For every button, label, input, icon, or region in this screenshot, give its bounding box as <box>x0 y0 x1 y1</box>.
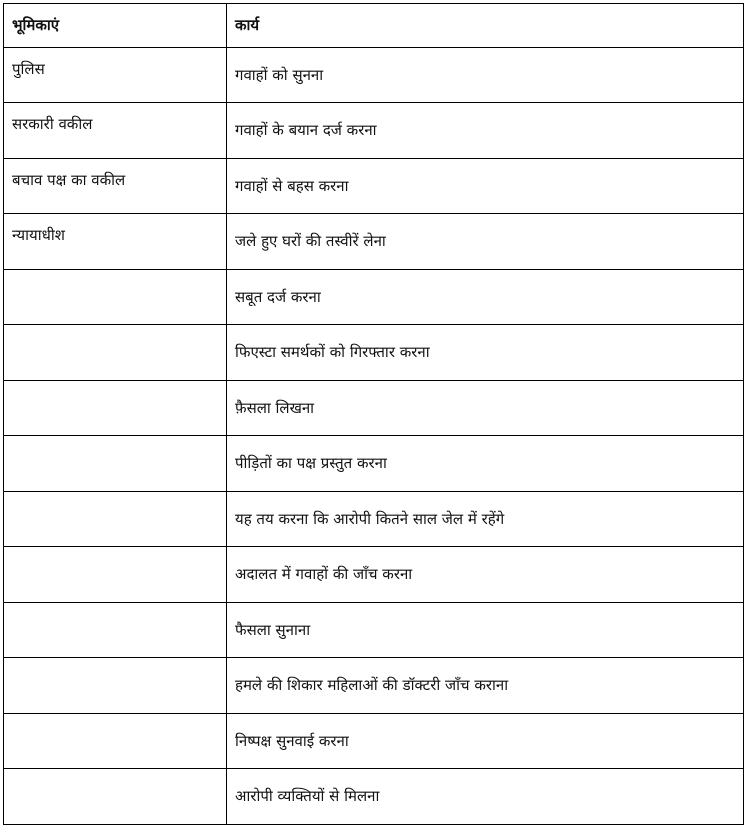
table-row <box>4 602 744 658</box>
header-roles: भूमिकाएं <box>4 4 227 48</box>
roles-tasks-table <box>3 3 744 825</box>
table-row <box>4 547 744 603</box>
role-cell <box>4 713 227 769</box>
table-row <box>4 436 744 492</box>
table-row <box>4 769 744 825</box>
role-cell <box>4 436 227 492</box>
role-cell <box>4 325 227 381</box>
role-cell: बचाव पक्ष का वकील <box>4 158 227 214</box>
table-row <box>4 380 744 436</box>
table-row <box>4 491 744 547</box>
table-row <box>4 214 744 270</box>
task-cell: फिएस्टा समर्थकों को गिरफ्तार करना <box>227 325 744 381</box>
role-cell <box>4 491 227 547</box>
role-cell: सरकारी वकील <box>4 103 227 159</box>
task-cell: अदालत में गवाहों की जाँच करना <box>227 547 744 603</box>
table-row <box>4 47 744 103</box>
task-cell: जले हुए घरों की तस्वीरें लेना <box>227 214 744 270</box>
header-tasks: कार्य <box>227 4 744 48</box>
task-cell: यह तय करना कि आरोपी कितने साल जेल में रहेंगे <box>227 491 744 547</box>
role-cell <box>4 769 227 825</box>
role-cell <box>4 658 227 714</box>
role-cell <box>4 547 227 603</box>
task-cell: आरोपी व्यक्तियों से मिलना <box>227 769 744 825</box>
table-row <box>4 103 744 159</box>
role-cell <box>4 269 227 325</box>
role-cell <box>4 380 227 436</box>
table-row <box>4 325 744 381</box>
role-cell: न्यायाधीश <box>4 214 227 270</box>
table-row <box>4 158 744 214</box>
table-row <box>4 269 744 325</box>
task-cell: सबूत दर्ज करना <box>227 269 744 325</box>
task-cell: पीड़ितों का पक्ष प्रस्तुत करना <box>227 436 744 492</box>
role-cell <box>4 602 227 658</box>
table-row <box>4 658 744 714</box>
task-cell: निष्पक्ष सुनवाई करना <box>227 713 744 769</box>
table-row <box>4 713 744 769</box>
table-header-row <box>4 4 744 48</box>
task-cell: फ़ैसला लिखना <box>227 380 744 436</box>
task-cell: गवाहों के बयान दर्ज करना <box>227 103 744 159</box>
task-cell: हमले की शिकार महिलाओं की डॉक्टरी जाँच कराना <box>227 658 744 714</box>
task-cell: गवाहों से बहस करना <box>227 158 744 214</box>
task-cell: गवाहों को सुनना <box>227 47 744 103</box>
role-cell: पुलिस <box>4 47 227 103</box>
task-cell: फैसला सुनाना <box>227 602 744 658</box>
